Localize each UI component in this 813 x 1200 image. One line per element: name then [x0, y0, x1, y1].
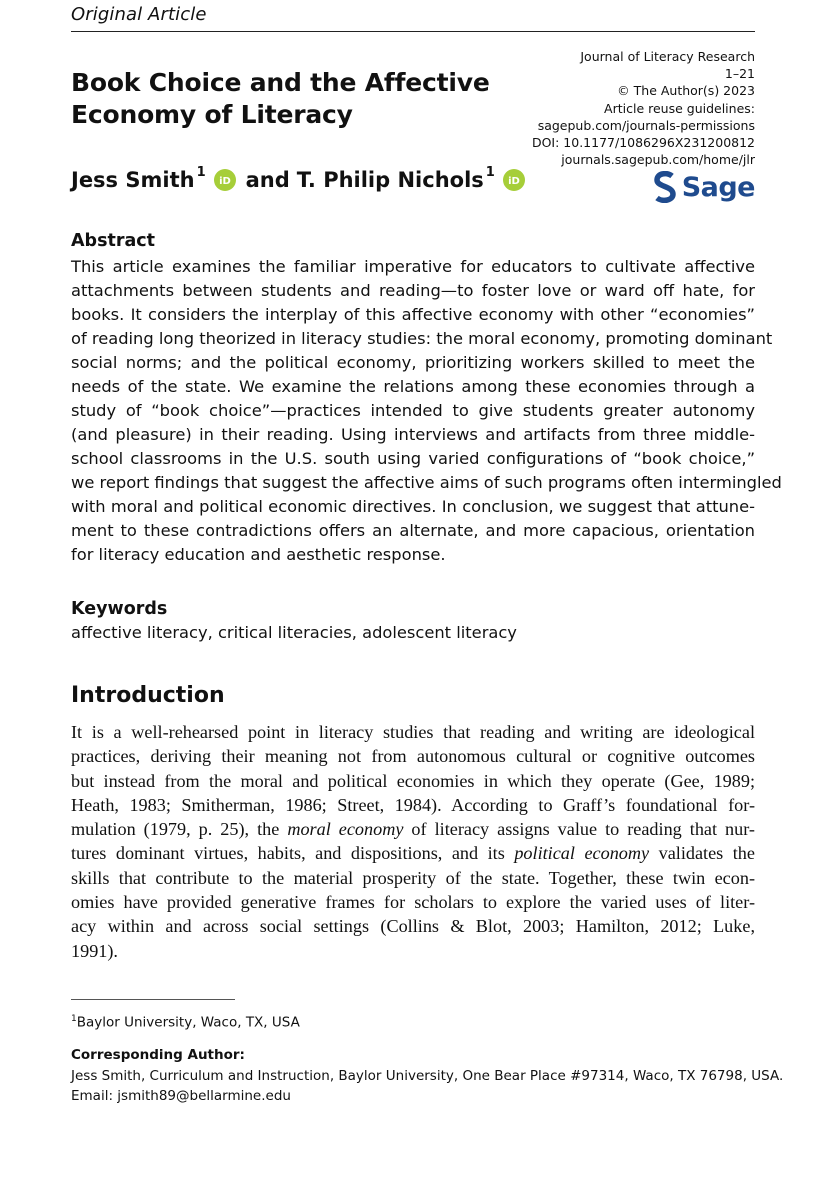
sage-s-icon — [654, 171, 676, 203]
intro-line: skills that contribute to the material prosperity of the state. Together, these twin econ- — [71, 867, 755, 888]
author-conjunction: and — [245, 168, 290, 192]
intro-text: validates the — [649, 843, 755, 864]
orcid-icon-text: iD — [507, 176, 520, 187]
title-line-1: Book Choice and the Affective — [71, 68, 490, 97]
abstract-line: ment to these contradictions offers an alternate, and more capacious, orientation — [71, 521, 755, 540]
journal-name: Journal of Literacy Research — [580, 49, 755, 64]
corresponding-author-details — [71, 1066, 783, 1106]
doi[interactable]: DOI: 10.1177/1086296X231200812 — [531, 135, 755, 151]
article-type-label: Original Article — [71, 4, 207, 25]
affiliation-note — [71, 1014, 300, 1031]
abstract-line: school classrooms in the U.S. south using varied configurations of “book choice,” — [71, 449, 755, 468]
intro-emphasis: political economy — [514, 843, 650, 864]
abstract-line: needs of the state. We examine the relations among these economies through a — [71, 377, 755, 396]
intro-text: of literacy assigns value to reading that nur- — [403, 819, 755, 840]
abstract-body — [71, 255, 782, 567]
corresponding-email[interactable]: Email: jsmith89@bellarmine.edu — [71, 1088, 291, 1104]
sage-logo — [654, 171, 755, 203]
title-line-2: Economy of Literacy — [71, 100, 353, 129]
author-name: T. Philip Nichols — [296, 168, 484, 192]
journal-info — [532, 48, 755, 168]
journal-url[interactable]: journals.sagepub.com/home/jlr — [561, 152, 755, 168]
corresponding-address: Jess Smith, Curriculum and Instruction, Baylor University, One Bear Place #97314, Waco, TX 76798, USA. — [71, 1068, 784, 1084]
permissions-link[interactable]: sagepub.com/journals-permissions — [537, 117, 755, 133]
abstract-line: attachments between students and reading—to foster love or ward off hate, for — [71, 281, 755, 300]
abstract-line: of reading long theorized in literacy studies: the moral economy, promoting dominant — [71, 329, 773, 348]
introduction-heading: Introduction — [71, 683, 225, 708]
intro-line: 1991). — [71, 940, 118, 961]
reuse-guidelines: Article reuse guidelines: — [604, 100, 755, 116]
abstract-line: we report findings that suggest the affective aims of such programs often intermingled — [71, 473, 782, 492]
affiliation-marker: 1 — [485, 165, 495, 180]
intro-line — [71, 841, 755, 865]
orcid-icon[interactable] — [214, 169, 236, 191]
abstract-line: (and pleasure) in their reading. Using interviews and artifacts from three middle- — [71, 425, 755, 444]
affiliation-marker: 1 — [196, 165, 206, 180]
abstract-line: with moral and political economic directives. In conclusion, we suggest that attune- — [71, 497, 755, 516]
intro-emphasis: moral economy — [287, 819, 404, 840]
orcid-icon-text: iD — [218, 176, 231, 187]
affiliation-marker: 1 — [71, 1014, 77, 1024]
intro-line: Heath, 1983; Smitherman, 1986; Street, 1984). According to Graff’s foundational for- — [71, 794, 755, 815]
orcid-icon[interactable] — [503, 169, 525, 191]
intro-text: mulation (1979, p. 25), the — [71, 819, 288, 840]
affiliation-text: Baylor University, Waco, TX, USA — [76, 1014, 300, 1031]
abstract-line: This article examines the familiar imperative for educators to cultivate affective — [71, 257, 755, 276]
abstract-heading: Abstract — [71, 231, 156, 251]
intro-line — [71, 817, 755, 841]
intro-line: but instead from the moral and political economies in which they operate (Gee, 1989; — [71, 770, 755, 791]
header-rule — [71, 31, 755, 32]
intro-text: tures dominant virtues, habits, and dispositions, and its — [71, 843, 515, 864]
author-name: Jess Smith — [71, 168, 195, 192]
intro-line: omies have provided generative frames for scholars to explore the varied uses of liter- — [71, 892, 755, 913]
abstract-line: study of “book choice”—practices intended to give students greater autonomy — [71, 401, 755, 420]
corresponding-author-heading: Corresponding Author: — [71, 1047, 245, 1063]
page-range: 1–21 — [724, 66, 755, 82]
sage-wordmark: Sage — [681, 171, 755, 203]
abstract-line: for literacy education and aesthetic response. — [71, 545, 446, 564]
intro-line: It is a well-rehearsed point in literacy studies that reading and writing are ideological — [71, 722, 755, 742]
keywords-list: affective literacy, critical literacies, adolescent literacy — [71, 623, 517, 642]
article-title — [71, 67, 511, 131]
abstract-line: books. It considers the interplay of this affective economy with other “economies” — [71, 305, 755, 324]
intro-line: practices, deriving their meaning not from autonomous cultural or cognitive outcomes — [71, 746, 755, 767]
author-list — [71, 165, 535, 192]
footnote-rule — [71, 999, 235, 1000]
abstract-line: social norms; and the political economy, prioritizing workers skilled to meet the — [71, 353, 755, 372]
copyright: © The Author(s) 2023 — [617, 83, 755, 99]
introduction-body — [71, 720, 755, 963]
keywords-heading: Keywords — [71, 599, 168, 619]
intro-line: acy within and across social settings (Collins & Blot, 2003; Hamilton, 2012; Luke, — [71, 916, 755, 937]
